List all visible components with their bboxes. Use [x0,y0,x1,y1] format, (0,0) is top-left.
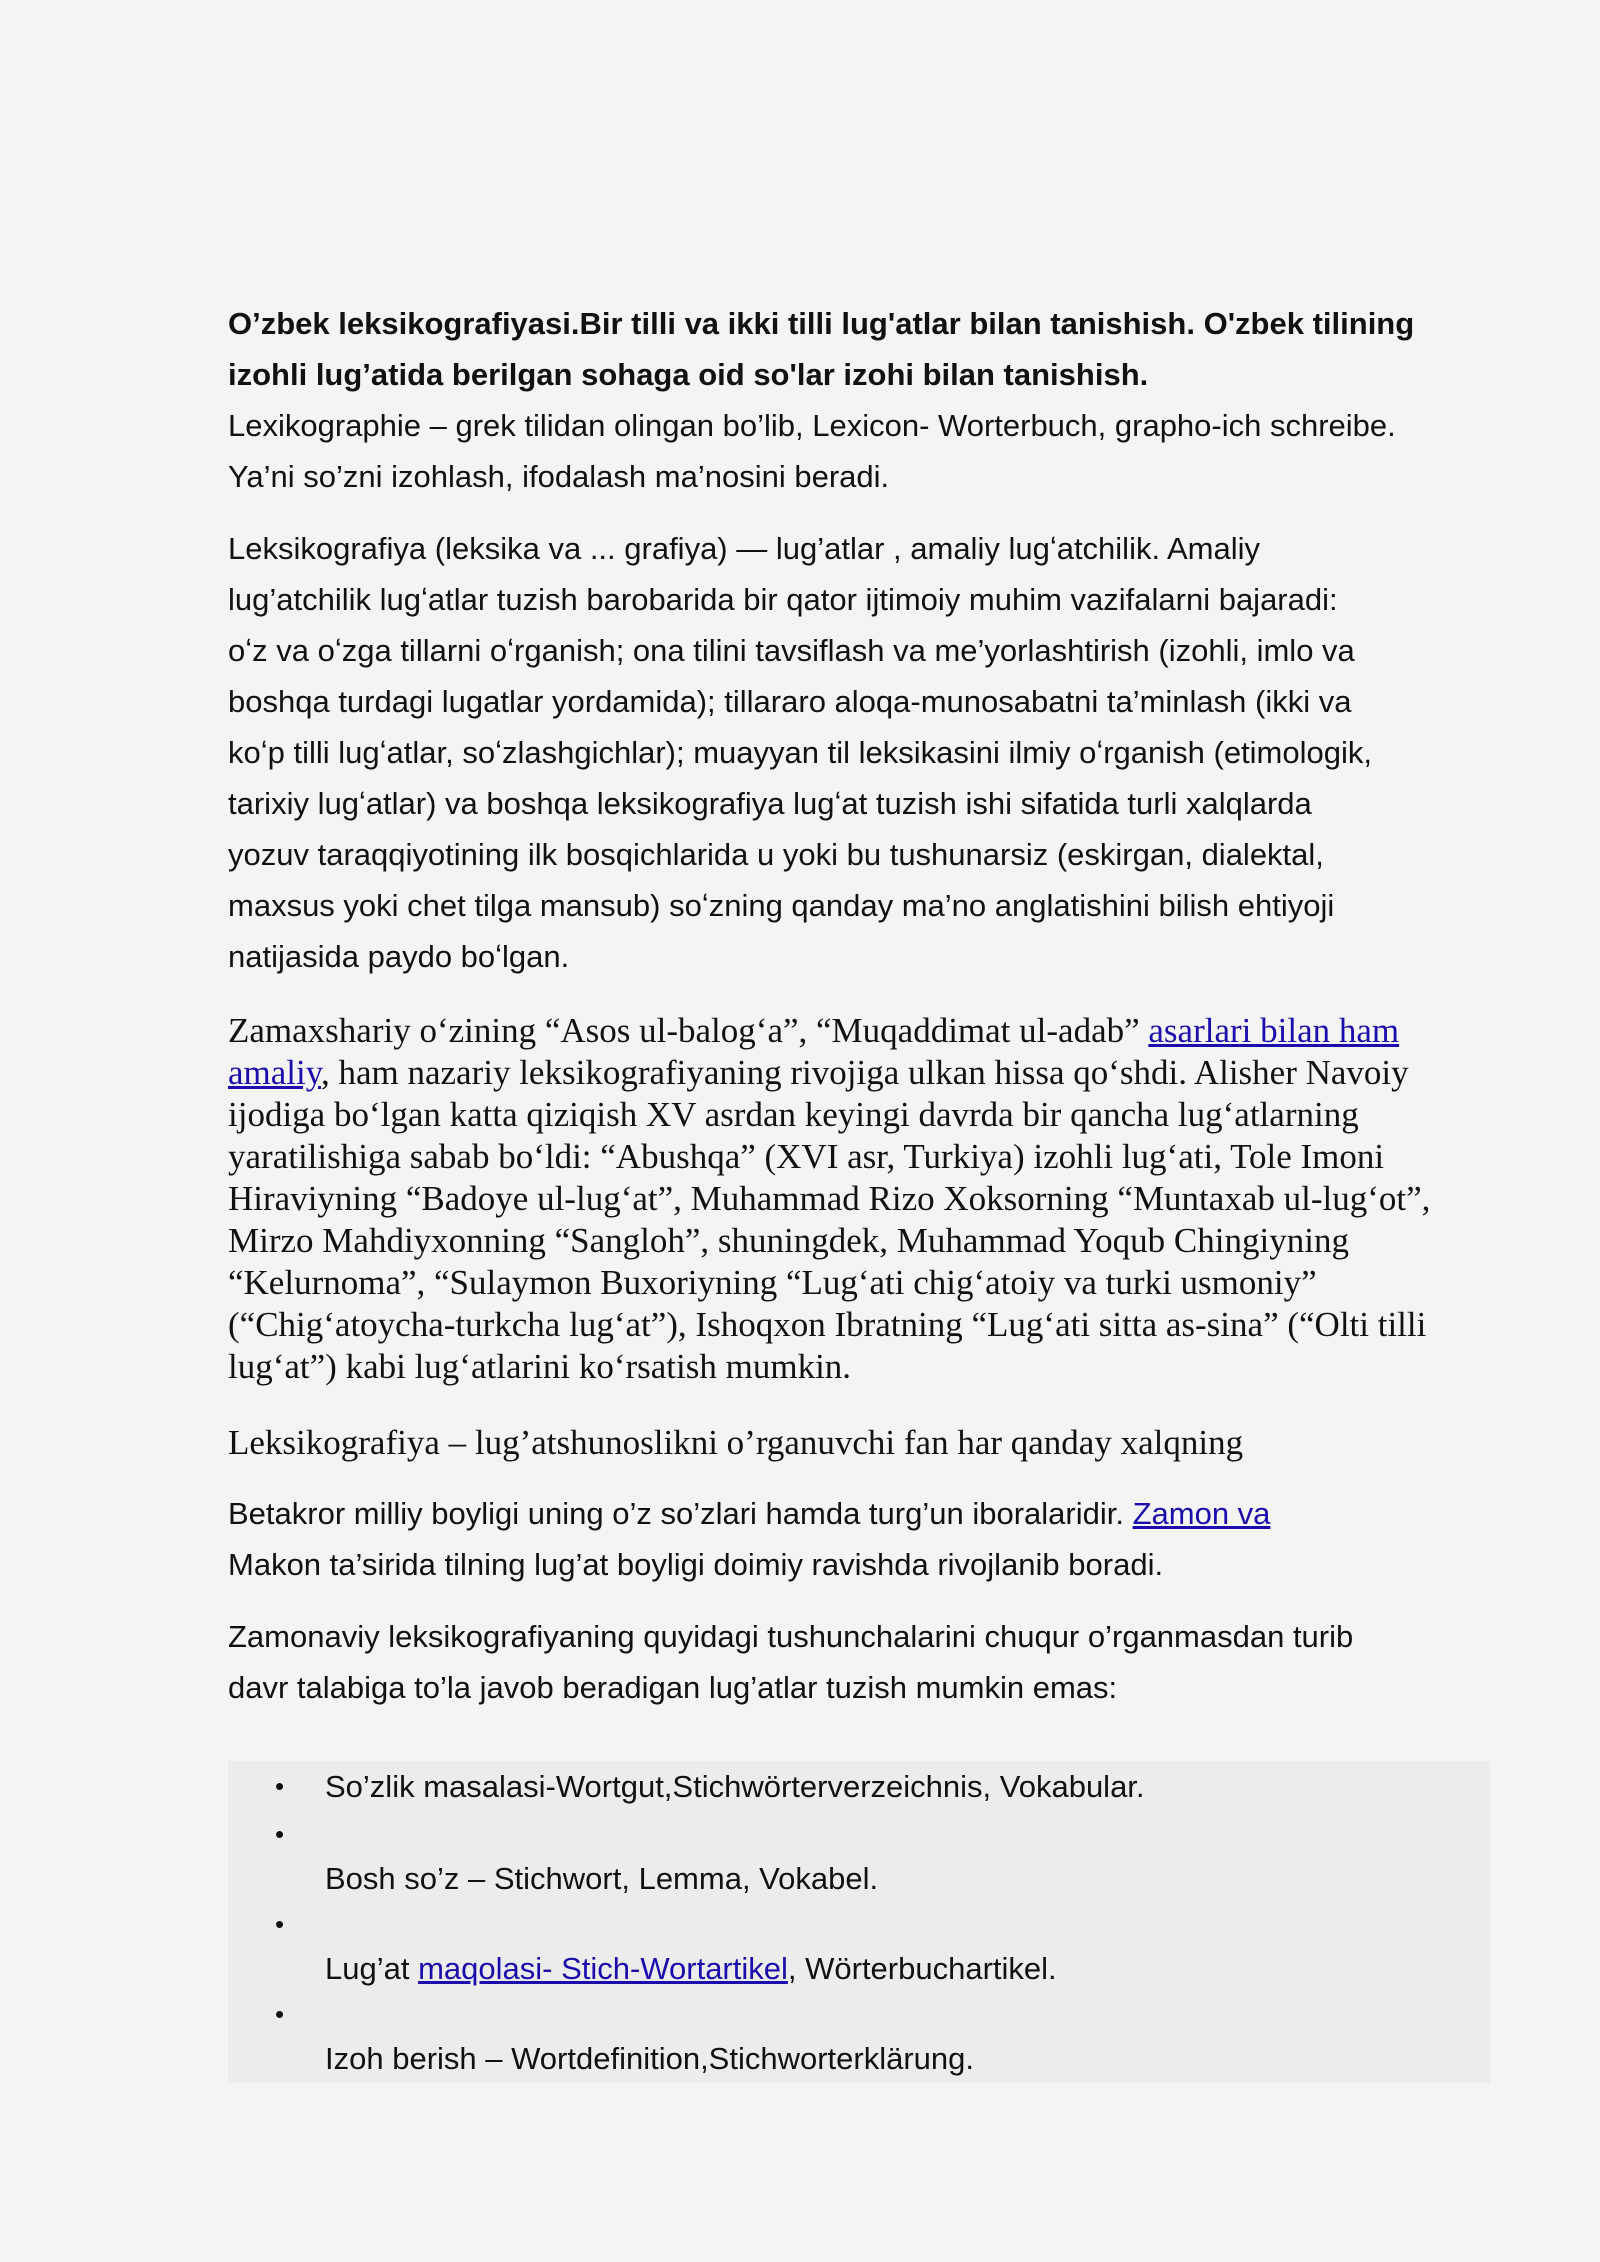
para2-line: Zamaxshariy oʻzining “Asos ul-balogʻa”, “Muqaddimat ul-adab” [228,1011,1149,1050]
para1-line: yozuv taraqqiyotining ilk bosqichlarida u yoki bu tushunarsiz (eskirgan, dialektal, [228,837,1324,872]
para1-line: maxsus yoki chet tilga mansub) soʻzning qanday ma’no anglatishini bilish ehtiyoji [228,888,1335,923]
document-heading [228,298,1498,400]
para1-line: Leksikografiya (leksika va ... grafiya) — lug’atlar , amaliy lugʻatchilik. Amaliy [228,531,1260,566]
document-body [228,298,1498,2083]
zamonaviy-paragraph [228,1611,1498,1713]
maqolasi-link[interactable]: maqolasi- Stich-Wortartikel [418,1951,788,1986]
heading-line-2: izohli lug’atida berilgan sohaga oid so'lar izohi bilan tanishish. [228,357,1149,392]
para2-line: (“Chigʻatoycha-turkcha lugʻat”), Ishoqxon Ibratning “Lugʻati sitta as-sina” (“Olti tilli [228,1305,1427,1344]
list-item-text-pre: Lug’at [325,1951,419,1986]
para1-line: lug’atchilik lugʻatlar tuzish barobarida bir qator ijtimoiy muhim vazifalarni bajaradi: [228,582,1338,617]
list-item-text: Izoh berish – Wortdefinition,Stichworterklärung. [325,2041,975,2076]
list-item-text: Bosh so’z – Stichwort, Lemma, Vokabel. [325,1861,879,1896]
para2-line: yaratilishiga sabab boʻldi: “Abushqa” (XVI asr, Turkiya) izohli lugʻati, Tole Imoni [228,1137,1385,1176]
terms-list [228,1761,1490,2083]
bullet-icon: • [275,1999,285,2029]
para2-line: “Kelurnoma”, “Sulaymon Buxoriyning “Lugʻati chigʻatoiy va turki usmoniy” [228,1263,1317,1302]
list-item-text-post: , Wörterbuchartikel. [787,1951,1057,1986]
list-item [228,1761,1490,1813]
intro-paragraph [228,400,1498,502]
bullet-icon: • [275,1771,285,1801]
bullet-icon: • [275,1819,285,1849]
zamon-link[interactable]: Zamon va [1132,1496,1271,1531]
amaliy-link[interactable]: amaliy [228,1053,321,1092]
para2-line: Hiraviyning “Badoye ul-lugʻat”, Muhammad Rizo Xoksorning “Muntaxab ul-lugʻot”, [228,1179,1431,1218]
list-item [228,1903,1490,1993]
list-item [228,1813,1490,1903]
para2-line: lugʻat”) kabi lugʻatlarini koʻrsatish mumkin. [228,1347,852,1386]
zamaxshariy-paragraph [228,1010,1498,1388]
list-item-text: So’zlik masalasi-Wortgut,Stichwörterverzeichnis, Vokabular. [325,1769,1145,1804]
intro-line-2: Ya’ni so’zni izohlash, ifodalash ma’nosini beradi. [228,459,890,494]
para4-line-2: Makon ta’sirida tilning lug’at boyligi doimiy ravishda rivojlanib boradi. [228,1547,1164,1582]
para5-line-1: Zamonaviy leksikografiyaning quyidagi tushunchalarini chuqur o’rganmasdan turib [228,1619,1354,1654]
lugatshunoslik-paragraph [228,1422,1498,1464]
para4-line-1: Betakror milliy boyligi uning o’z so’zlari hamda turg’un iboralaridir. [228,1496,1133,1531]
betakror-paragraph [228,1488,1498,1590]
intro-line-1: Lexikographie – grek tilidan olingan bo’lib, Lexicon- Worterbuch, grapho-ich schreibe. [228,408,1396,443]
para2-line: , ham nazariy leksikografiyaning rivojiga ulkan hissa qoʻshdi. Alisher Navoiy [320,1053,1409,1092]
heading-line-1: O’zbek leksikografiyasi.Bir tilli va ikki tilli lug'atlar bilan tanishish. O'zbek tilining [228,306,1415,341]
para1-line: boshqa turdagi lugatlar yordamida); tillararo aloqa-munosabatni ta’minlash (ikki va [228,684,1352,719]
para5-line-2: davr talabiga to’la javob beradigan lug’atlar tuzish mumkin emas: [228,1670,1118,1705]
bullet-icon: • [275,1909,285,1939]
list-item [228,1993,1490,2083]
list-item-text [325,1943,1057,1994]
para1-line: oʻz va oʻzga tillarni oʻrganish; ona tilini tavsiflash va me’yorlashtirish (izohli, imlo va [228,633,1355,668]
leksikografiya-paragraph [228,523,1498,982]
para1-line: tarixiy lugʻatlar) va boshqa leksikografiya lugʻat tuzish ishi sifatida turli xalqlarda [228,786,1312,821]
para3-text: Leksikografiya – lug’atshunoslikni o’rganuvchi fan har qanday xalqning [228,1423,1244,1462]
para1-line: koʻp tilli lugʻatlar, soʻzlashgichlar); muayyan til leksikasini ilmiy oʻrganish (etimologik, [228,735,1372,770]
para2-line: Mirzo Mahdiyxonning “Sangloh”, shuningdek, Muhammad Yoqub Chingiyning [228,1221,1349,1260]
para1-line: natijasida paydo boʻlgan. [228,939,570,974]
para2-line: ijodiga boʻlgan katta qiziqish XV asrdan keyingi davrda bir qancha lugʻatlarning [228,1095,1359,1134]
asarlari-link[interactable]: asarlari bilan ham [1148,1011,1400,1050]
